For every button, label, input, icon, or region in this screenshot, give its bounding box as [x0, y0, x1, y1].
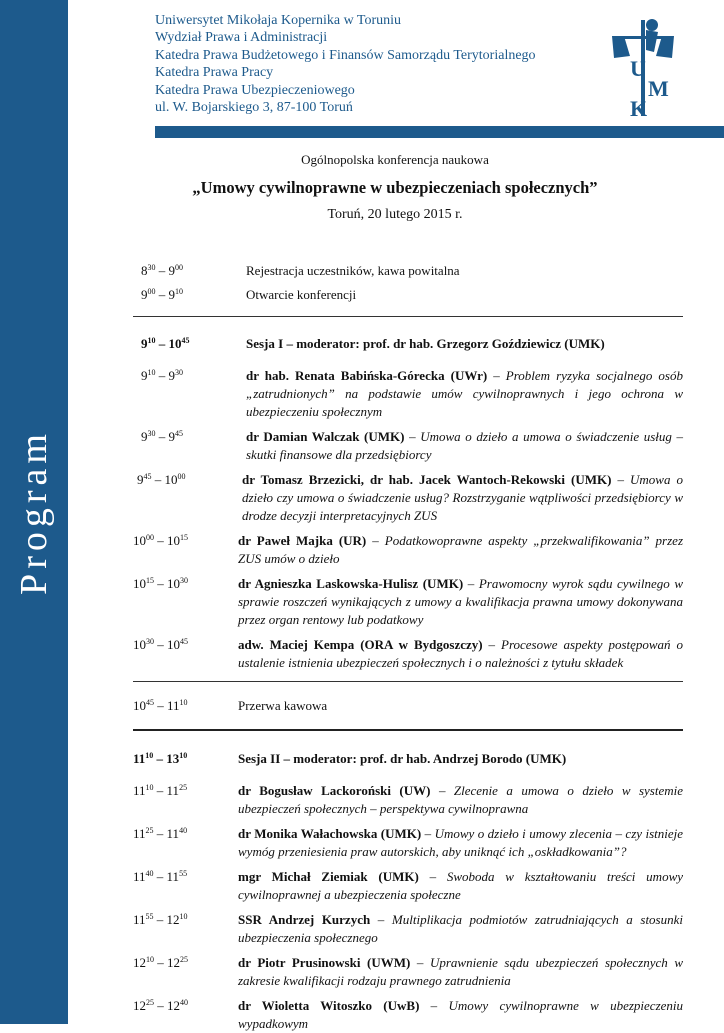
umk-logo-icon: [610, 16, 676, 118]
break-text: Przerwa kawowa: [238, 698, 328, 713]
talk-description: dr Tomasz Brzezicki, dr hab. Jacek Wantoch-Rekowski (UMK) – Umowa o dzieło czy umowa o świadczenie usług? Rozstrzyganie wątpliwości przedsiębiorcy w drodze decyzji interpretacyjnych ZUS: [242, 472, 683, 523]
header-line-address: ul. W. Bojarskiego 3, 87-100 Toruń: [155, 100, 353, 116]
session1-header-row: [133, 335, 683, 353]
talk-description: dr Wioletta Witoszko (UwB) – Umowy cywilnoprawne w ubezpieczeniu wypadkowym: [238, 998, 684, 1031]
svg-text:M: M: [648, 76, 669, 101]
time-slot: $9^{45} - 10^{00}$: [137, 472, 186, 487]
talk-topic: Umowa o dzieło a umowa o świadczenie usług – skutki finansowe dla przedsiębiorcy: [246, 429, 684, 462]
talk-topic: Procesowe aspekty postępowań o ustalenie istnienia ubezpieczeń społecznych i o należności z tytułu składek: [238, 637, 684, 670]
talk-speaker: adw. Maciej Kempa (ORA w Bydgoszczy): [238, 637, 483, 652]
header-line-dept-budget: Katedra Prawa Budżetowego i Finansów Samorządu Terytorialnego: [155, 47, 536, 63]
talk-description: dr Piotr Prusinowski (UWM) – Uprawnienie sądu ubezpieczeń społecznych w zakresie kwalifikacji rodzaju prawnego zatrudnienia: [238, 955, 683, 988]
time-slot: $12^{10} - 12^{25}$: [133, 955, 188, 970]
session1-title: Sesja I – moderator: prof. dr hab. Grzegorz Goździewicz (UMK): [246, 336, 605, 351]
talk-row: [133, 954, 683, 990]
talk-topic: Uprawnienie sądu ubezpieczeń społecznych w zakresie kwalifikacji rodzaju prawnego zatrudnienia: [238, 955, 683, 988]
talk-description: mgr Michał Ziemiak (UMK) – Swoboda w kształtowaniu treści umowy cywilnoprawnej a ubezpieczenia społeczne: [238, 869, 684, 902]
program-schedule: [133, 262, 683, 1033]
talk-speaker: dr Bogusław Lackoroński (UW): [238, 783, 431, 798]
registration-row: [133, 262, 683, 280]
talk-speaker: mgr Michał Ziemiak (UMK): [238, 869, 419, 884]
time-slot: $11^{10} - 11^{25}$: [133, 783, 188, 798]
time-slot: $9^{00} - 9^{10}$: [141, 287, 183, 302]
conference-title: „Umowy cywilnoprawne w ubezpieczeniach społecznych”: [192, 178, 598, 197]
header-line-dept-insurance: Katedra Prawa Ubezpieczeniowego: [155, 82, 355, 98]
session2-title: Sesja II – moderator: prof. dr hab. Andrzej Borodo (UMK): [238, 751, 567, 766]
break-row: [133, 697, 683, 715]
talk-topic: Prawomocny wyrok sądu cywilnego w sprawie roszczeń wynikających z umowy a kwalifikacja prawna umowy dokonywana przez organ rentowy lub podatkowy: [238, 576, 683, 627]
svg-text:U: U: [630, 56, 646, 81]
talk-topic: Zlecenie a umowa o dzieło w systemie ubezpieczeń społecznych – perspektywa cywilnoprawna: [238, 783, 684, 816]
header-line-dept-labour: Katedra Prawa Pracy: [155, 65, 274, 81]
talk-description: dr Damian Walczak (UMK) – Umowa o dzieło a umowa o świadczenie usług – skutki finansowe dla przedsiębiorcy: [246, 429, 684, 462]
divider: [133, 316, 683, 317]
talk-topic: Problem ryzyka socjalnego osób „zatrudnionych” na podstawie umów cywilnoprawnych i jego ochrona w ubezpieczeniu społecznym: [246, 368, 683, 419]
talk-topic: Multiplikacja podmiotów zatrudniających a stosunki ubezpieczenia społecznego: [238, 912, 684, 945]
talk-row: [133, 532, 683, 568]
sidebar-program-label: Program: [13, 429, 55, 595]
talk-description: dr Bogusław Lackoroński (UW) – Zlecenie a umowa o dzieło w systemie ubezpieczeń społecznych – perspektywa cywilnoprawna: [238, 783, 684, 816]
header-line-university: Uniwersytet Mikołaja Kopernika w Toruniu: [155, 13, 402, 28]
talk-speaker: dr hab. Renata Babińska-Górecka (UWr): [246, 368, 488, 383]
talk-row: [133, 997, 683, 1033]
talk-topic: Umowy o dzieło i umowy zlecenia – czy istnieje wymóg przeniesienia praw autorskich, aby uniknąć ich „oskładkowania”?: [238, 826, 684, 859]
talk-description: SSR Andrzej Kurzych – Multiplikacja podmiotów zatrudniających a stosunki ubezpieczenia społecznego: [238, 912, 684, 945]
talk-speaker: SSR Andrzej Kurzych: [238, 912, 371, 927]
sidebar-band: [0, 0, 68, 1024]
header-line-faculty: Wydział Prawa i Administracji: [155, 30, 328, 46]
talk-speaker: dr Wioletta Witoszko (UwB): [238, 998, 420, 1013]
talk-speaker: dr Monika Wałachowska (UMK): [238, 826, 422, 841]
session1-time: $9^{10} - 10^{45}$: [141, 336, 190, 351]
session2-header-row: [133, 750, 683, 768]
session2-time: $11^{10} - 13^{10}$: [133, 751, 188, 766]
talk-row: [133, 471, 683, 525]
time-slot: $11^{40} - 11^{55}$: [133, 869, 188, 884]
talk-topic: Swoboda w kształtowaniu treści umowy cywilnoprawnej a ubezpieczenia społeczne: [238, 869, 684, 902]
talk-speaker: dr Piotr Prusinowski (UWM): [238, 955, 411, 970]
opening-text: Otwarcie konferencji: [246, 287, 357, 302]
institution-header: [155, 12, 595, 116]
time-slot: $10^{30} - 10^{45}$: [133, 637, 188, 652]
talk-row: [133, 868, 683, 904]
talk-topic: Umowa o dzieło czy umowa o świadczenie usług? Rozstrzyganie wątpliwości przedsiębiorcy w drodze decyzji interpretacyjnych ZUS: [242, 472, 683, 523]
talk-row: [133, 428, 683, 464]
talk-description: dr Monika Wałachowska (UMK) – Umowy o dzieło i umowy zlecenia – czy istnieje wymóg przeniesienia praw autorskich, aby uniknąć ich „oskładkowania”?: [238, 826, 684, 859]
talk-row: [133, 636, 683, 672]
talk-speaker: dr Agnieszka Laskowska-Hulisz (UMK): [238, 576, 464, 591]
talk-row: [133, 575, 683, 629]
talk-topic: Podatkowoprawne aspekty „przekwalifikowania” przez ZUS umów o dzieło: [238, 533, 684, 566]
talk-description: dr Agnieszka Laskowska-Hulisz (UMK) – Prawomocny wyrok sądu cywilnego w sprawie roszczeń wynikających z umowy a kwalifikacja prawna umowy dokonywana przez organ rentowy lub podatkowy: [238, 576, 683, 627]
conference-type: Ogólnopolska konferencja naukowa: [301, 152, 489, 167]
opening-row: [133, 286, 683, 304]
talk-row: [133, 782, 683, 818]
divider: [133, 681, 683, 682]
time-slot: $10^{15} - 10^{30}$: [133, 576, 188, 591]
time-slot: $8^{30} - 9^{00}$: [141, 263, 183, 278]
time-slot: $11^{55} - 12^{10}$: [133, 912, 188, 927]
divider: [133, 729, 683, 731]
talk-speaker: dr Damian Walczak (UMK): [246, 429, 405, 444]
time-slot: $10^{45} - 11^{10}$: [133, 698, 188, 713]
talk-speaker: dr Paweł Majka (UR): [238, 533, 367, 548]
header-divider-bar: [155, 126, 724, 138]
time-slot: $9^{10} - 9^{30}$: [141, 368, 183, 383]
conference-date: Toruń, 20 lutego 2015 r.: [327, 207, 463, 222]
time-slot: $10^{00} - 10^{15}$: [133, 533, 188, 548]
time-slot: $9^{30} - 9^{45}$: [141, 429, 183, 444]
registration-text: Rejestracja uczestników, kawa powitalna: [246, 263, 460, 278]
talk-speaker: dr Tomasz Brzezicki, dr hab. Jacek Wantoch-Rekowski (UMK): [242, 472, 612, 487]
talk-topic: Umowy cywilnoprawne w ubezpieczeniu wypadkowym: [238, 998, 684, 1031]
time-slot: $11^{25} - 11^{40}$: [133, 826, 188, 841]
svg-text:K: K: [630, 96, 648, 118]
talk-description: dr Paweł Majka (UR) – Podatkowoprawne aspekty „przekwalifikowania” przez ZUS umów o dzieło: [238, 533, 684, 566]
time-slot: $12^{25} - 12^{40}$: [133, 998, 188, 1013]
talk-row: [133, 911, 683, 947]
talk-description: adw. Maciej Kempa (ORA w Bydgoszczy) – Procesowe aspekty postępowań o ustalenie istnienia ubezpieczeń społecznych i o należności z tytułu składek: [238, 637, 684, 670]
talk-row: [133, 825, 683, 861]
talk-description: dr hab. Renata Babińska-Górecka (UWr) – Problem ryzyka socjalnego osób „zatrudnionych” na podstawie umów cywilnoprawnych i jego ochrona w ubezpieczeniu społecznym: [246, 368, 683, 419]
talk-row: [133, 367, 683, 421]
